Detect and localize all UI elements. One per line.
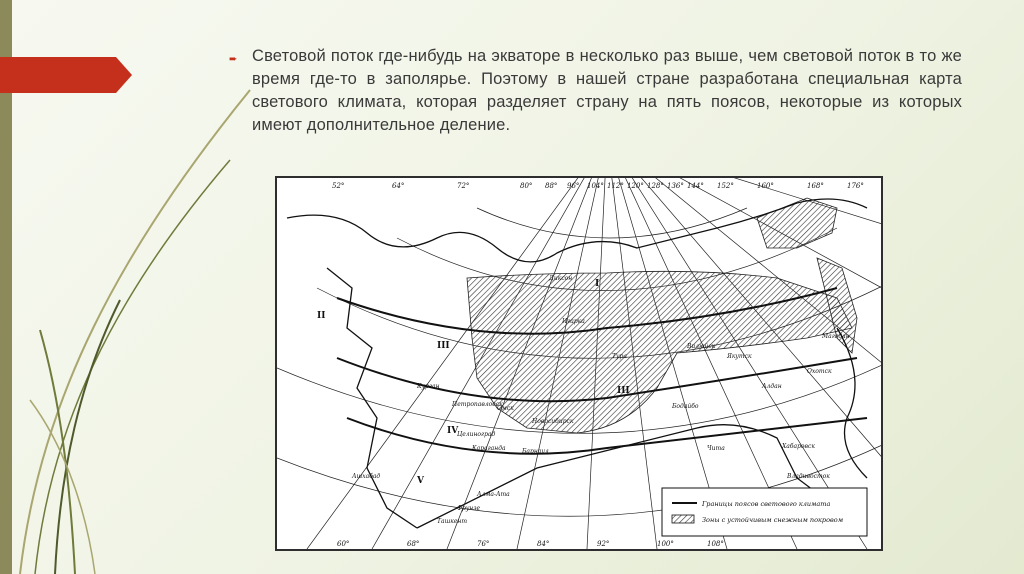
- svg-text:92°: 92°: [597, 540, 610, 548]
- svg-text:Чита: Чита: [707, 445, 725, 452]
- boundary-legend-label: Границы поясов светового климата: [702, 500, 831, 508]
- svg-text:Владивосток: Владивосток: [787, 473, 830, 480]
- decorative-curves: [0, 0, 260, 574]
- arrow-bullet-icon: ➨: [229, 54, 238, 65]
- svg-text:IV: IV: [447, 426, 459, 436]
- svg-text:Курган: Курган: [417, 383, 440, 390]
- snow-legend-swatch: [672, 515, 694, 523]
- svg-text:Новосибирск: Новосибирск: [532, 418, 574, 425]
- map-drawing: [277, 178, 881, 549]
- svg-text:Фрунзе: Фрунзе: [457, 505, 481, 512]
- svg-text:108°: 108°: [707, 540, 724, 548]
- svg-text:Хабаровск: Хабаровск: [782, 443, 815, 450]
- svg-text:76°: 76°: [477, 540, 490, 548]
- svg-text:72°: 72°: [457, 182, 470, 190]
- snow-cover-zone: [467, 271, 852, 433]
- svg-text:104°: 104°: [587, 182, 604, 190]
- svg-text:Алма-Ата: Алма-Ата: [477, 491, 510, 498]
- svg-text:Алдан: Алдан: [762, 383, 782, 390]
- svg-text:80°: 80°: [520, 182, 533, 190]
- svg-text:68°: 68°: [407, 540, 420, 548]
- bottom-degree-labels: [337, 540, 724, 548]
- svg-text:144°: 144°: [687, 182, 704, 190]
- top-degree-labels: [332, 182, 864, 190]
- svg-text:168°: 168°: [807, 182, 824, 190]
- svg-text:Вилюйск: Вилюйск: [687, 343, 716, 350]
- svg-text:II: II: [317, 311, 326, 321]
- svg-text:Бодайбо: Бодайбо: [672, 403, 699, 410]
- svg-text:Тура: Тура: [612, 353, 627, 360]
- svg-text:128°: 128°: [647, 182, 664, 190]
- svg-text:Ташкент: Ташкент: [437, 518, 468, 525]
- svg-text:Охотск: Охотск: [807, 368, 832, 375]
- svg-text:Петропавловск: Петропавловск: [452, 401, 503, 408]
- svg-text:I: I: [595, 279, 600, 289]
- snow-legend-label: Зоны с устойчивым снежным покровом: [702, 516, 844, 524]
- svg-text:Диксон: Диксон: [549, 275, 573, 282]
- map-legend: [662, 488, 867, 536]
- svg-text:V: V: [417, 476, 424, 486]
- bullet-paragraph: Световой поток где-нибудь на экваторе в несколько раз выше, чем световой поток в то же время где-то в заполярье. Поэтому в нашей стране разработана специальная карта светового климата, которая разделяет страну на пять поясов, некоторые из которых имеют дополнительное деление.: [252, 47, 962, 134]
- svg-text:Ашхабад: Ашхабад: [352, 473, 381, 480]
- svg-text:64°: 64°: [392, 182, 405, 190]
- svg-text:Барнаул: Барнаул: [522, 448, 549, 455]
- svg-text:160°: 160°: [757, 182, 774, 190]
- svg-text:III: III: [617, 386, 630, 396]
- svg-text:Омск: Омск: [497, 405, 514, 412]
- svg-text:96°: 96°: [567, 182, 580, 190]
- svg-text:Целиноград: Целиноград: [457, 431, 496, 438]
- svg-text:176°: 176°: [847, 182, 864, 190]
- light-climate-map: [275, 176, 883, 551]
- chukotka-hatch: [757, 198, 837, 248]
- svg-text:100°: 100°: [657, 540, 674, 548]
- svg-text:Игарка: Игарка: [562, 318, 585, 325]
- svg-text:120°: 120°: [627, 182, 644, 190]
- svg-text:Якутск: Якутск: [727, 353, 752, 360]
- svg-text:152°: 152°: [717, 182, 734, 190]
- svg-text:60°: 60°: [337, 540, 350, 548]
- svg-text:Караганда: Караганда: [472, 445, 506, 452]
- svg-text:84°: 84°: [537, 540, 550, 548]
- svg-text:52°: 52°: [332, 182, 345, 190]
- svg-text:Магадан: Магадан: [822, 333, 850, 340]
- svg-text:III: III: [437, 341, 450, 351]
- svg-text:112°: 112°: [607, 182, 624, 190]
- svg-text:136°: 136°: [667, 182, 684, 190]
- svg-text:88°: 88°: [545, 182, 558, 190]
